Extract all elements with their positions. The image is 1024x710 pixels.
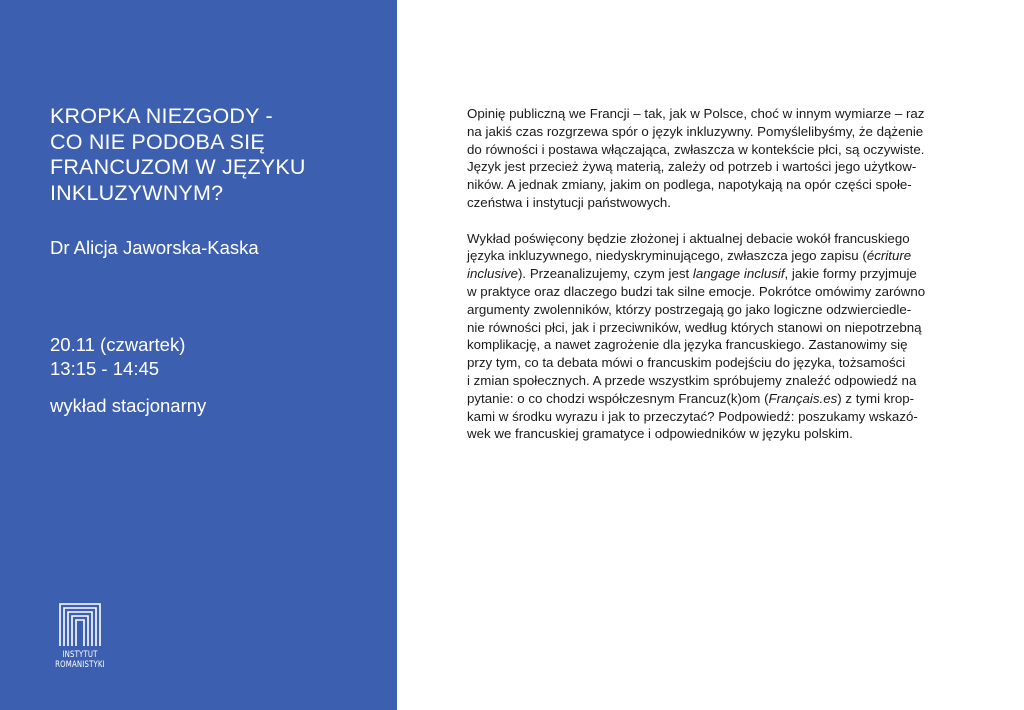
left-panel bbox=[0, 0, 397, 710]
lecture-description bbox=[467, 105, 967, 443]
text-line: ników. A jednak zmiany, jakim on podlega, napotykają na opór części społe- bbox=[467, 177, 912, 193]
text-line: Język jest przecież żywą materią, zależy od potrzeb i wartości jego użytkow- bbox=[467, 159, 917, 175]
title-line: KROPKA NIEZGODY - bbox=[50, 104, 273, 128]
text-line: do równości i postawa włączająca, zwłaszcza w kontekście płci, są oczywiste. bbox=[467, 141, 925, 157]
text-line: na jakiś czas rozgrzewa spór o język inkluzywny. Pomyślelibyśmy, że dążenie bbox=[467, 123, 924, 139]
text-line: i zmian społecznych. A przede wszystkim spróbujemy znaleźć odpowiedź na bbox=[467, 372, 917, 388]
lecture-date: 20.11 (czwartek) bbox=[50, 334, 186, 355]
text-line: w praktyce oraz dlaczego budzi tak silne emocje. Pokrótce omówimy zarówno bbox=[467, 283, 926, 299]
lecture-time: 13:15 - 14:45 bbox=[50, 358, 160, 379]
italic-term: inclusive bbox=[467, 266, 518, 282]
description-paragraph-1 bbox=[467, 105, 967, 212]
lecture-title bbox=[50, 104, 370, 206]
title-line: CO NIE PODOBA SIĘ bbox=[50, 129, 265, 154]
logo-text-line: INSTYTUT bbox=[62, 650, 98, 660]
description-paragraph-2 bbox=[467, 230, 967, 444]
text-line: wek we francuskiej gramatyce i odpowiedników w języku polskim. bbox=[467, 426, 853, 442]
lecture-format: wykład stacjonarny bbox=[50, 395, 207, 416]
text-line: kami w środku wyrazu i jak to przeczytać? Podpowiedź: poszukamy wskazó- bbox=[467, 408, 918, 424]
text-line: nie równości płci, jak i przeciwników, według których stanowi on niepotrzebną bbox=[467, 319, 922, 335]
text-line: przy tym, co ta debata mówi o francuskim podejściu do języka, tożsamości bbox=[467, 355, 906, 371]
title-line: FRANCUZOM W JĘZYKU bbox=[50, 155, 306, 179]
text-run: , jakie formy przyjmuje bbox=[784, 266, 917, 282]
text-run: pytanie: o co chodzi współczesnym Francuz(k)om ( bbox=[467, 390, 769, 406]
text-run: języka inkluzywnego, niedyskryminującego, zwłaszcza jego zapisu ( bbox=[467, 248, 867, 264]
italic-term: écriture bbox=[866, 248, 912, 264]
institute-logo-text bbox=[54, 650, 106, 670]
title-line: INKLUZYWNYM? bbox=[50, 180, 224, 205]
text-run: ) z tymi krop- bbox=[837, 390, 915, 406]
text-line: komplikację, a nawet zagrożenie dla języka francuskiego. Zastanowimy się bbox=[467, 337, 908, 353]
institute-logo bbox=[48, 603, 112, 673]
text-line: Wykład poświęcony będzie złożonej i aktualnej debacie wokół francuskiego bbox=[467, 230, 910, 246]
text-line bbox=[467, 247, 967, 265]
italic-term: langage inclusif bbox=[692, 266, 785, 282]
text-line: argumenty zwolenników, którzy postrzegają go jako logiczne odzwierciedle- bbox=[467, 301, 912, 317]
institute-arch-logo-icon bbox=[58, 603, 102, 647]
logo-text-line: ROMANISTYKI bbox=[55, 660, 105, 670]
text-line bbox=[467, 390, 967, 408]
italic-term: Français.es bbox=[768, 390, 838, 406]
lecturer-name: Dr Alicja Jaworska-Kaska bbox=[50, 237, 259, 258]
text-run: ). Przeanalizujemy, czym jest bbox=[518, 266, 693, 282]
text-line: Opinię publiczną we Francji – tak, jak w Polsce, choć w innym wymiarze – raz bbox=[467, 106, 925, 121]
text-line: czeństwa i instytucji państwowych. bbox=[467, 194, 671, 210]
text-line bbox=[467, 265, 967, 283]
